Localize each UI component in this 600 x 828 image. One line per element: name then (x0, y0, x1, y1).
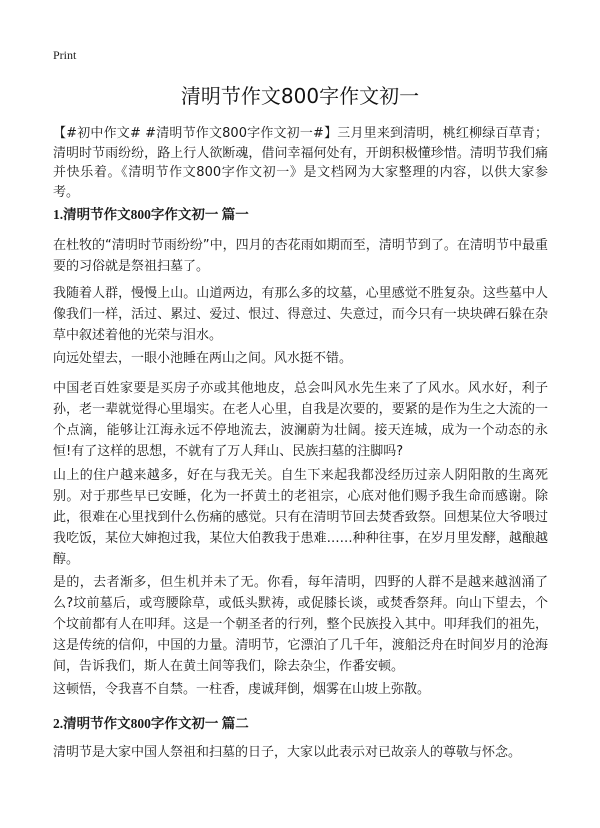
document-title: 清明节作文800字作文初一 (180, 84, 420, 108)
paragraph: 这顿悟，令我喜不自禁。一柱香，虔诚拜倒，烟雾在山坡上弥散。 (53, 682, 431, 697)
paragraph: 中国老百姓家要是买房子亦或其他地皮，总会叫风水先生来了了风水。风水好，利子孙，老一辈就觉得心里塌实。在老人心里，自我是次要的，要紧的是作为生之大流的一个点滴，能够让江海永远不停地流去，波澜蔚为壮阔。接天连城，成为一个动态的永恒!有了这样的思想，不就有了万人拜山、民族扫墓的注脚吗? (53, 381, 548, 459)
print-link[interactable]: Print (53, 48, 77, 62)
paragraph: 清明节是大家中国人祭祖和扫墓的日子，大家以此表示对已故亲人的尊敬与怀念。 (53, 745, 522, 760)
paragraph: 在杜牧的“清明时节雨纷纷”中，四月的杏花雨如期而至，清明节到了。在清明节中最重要的习俗就是祭祖扫墓了。 (53, 238, 548, 274)
intro-paragraph: 【#初中作文# #清明节作文800字作文初一#】三月里来到清明，桃红柳绿百草青；清明时节雨纷纷，路上行人欲断魂，借问幸福何处有，开朗积极懂珍惜。清明节我们痛并快乐着。《清明节作文800字作文初一》是文档网为大家整理的内容，以供大家参考。 (53, 126, 548, 200)
paragraph: 是的，去者渐多，但生机并未了无。你看，每年清明，四野的人群不是越来越汹涌了么?坟前墓后，或弯腰除草，或低头默祷，或促膝长谈，或焚香祭拜。向山下望去，个个坟前都有人在叩拜。这是一个朝圣者的行列，整个民族投入其中。叩拜我们的祖先，这是传统的信仰，中国的力量。清明节，它漂泊了几千年，渡船泛舟在时间岁月的沧海间，告诉我们，斯人在黄土间等我们，除去杂尘，作番安顿。 (53, 575, 548, 674)
paragraph: 山上的住户越来越多，好在与我无关。自生下来起我都没经历过亲人阴阳散的生离死别。对于那些早已安睡，化为一抔黄土的老祖宗，心底对他们赐予我生命而感谢。除此，很难在心里找到什么伤痛的感觉。只有在清明节回去焚香致祭。回想某位大爷喂过我吃饭，某位大婶抱过我，某位大伯教我于患难……种种往事，在岁月里发酵，越酿越醇。 (53, 468, 548, 567)
section-heading-1: 1.清明节作文800字作文初一 篇一 (53, 207, 249, 222)
section-heading-2: 2.清明节作文800字作文初一 篇二 (53, 716, 249, 731)
paragraph: 向远处望去，一眼小池睡在两山之间。风水挺不错。 (53, 351, 353, 366)
paragraph: 我随着人群，慢慢上山。山道两边，有那么多的坟墓，心里感觉不胜复杂。这些墓中人像我们一样，活过、累过、爱过、恨过、得意过、失意过，而今只有一块块碑石躲在杂草中叙述着他的光荣与泪水。 (53, 286, 548, 343)
